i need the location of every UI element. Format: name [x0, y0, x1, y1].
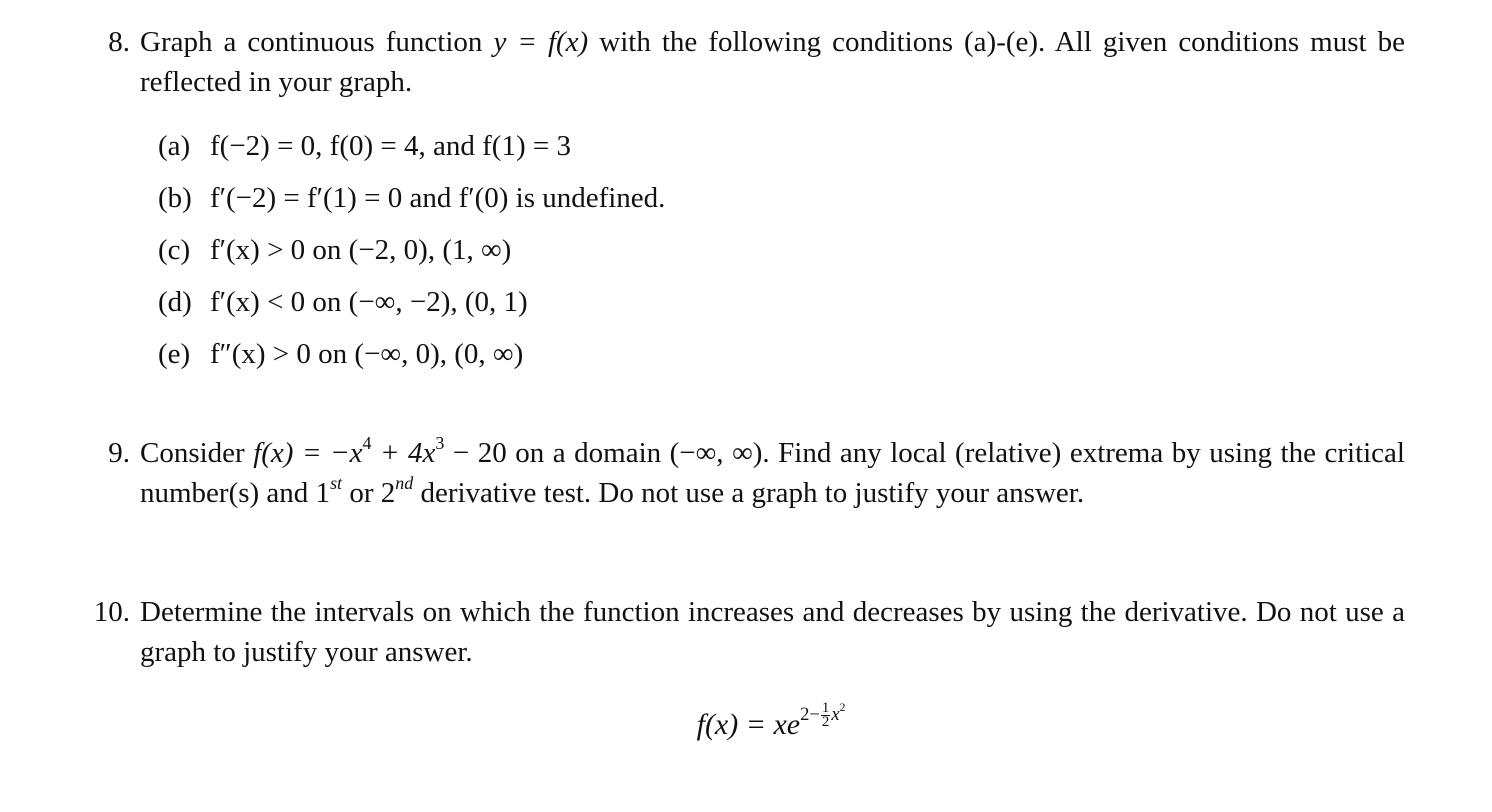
problem-9-plus: + 4x: [371, 437, 436, 469]
problem-9: [108, 432, 1405, 513]
condition-label: (b): [158, 182, 192, 214]
problem-8-text-after: with the following conditions (a)-(e). All given conditions must be reflected in your graph.: [140, 26, 1405, 98]
problem-9-exp4: 4: [362, 432, 372, 453]
problem-9-text: [140, 433, 1405, 513]
problem-9-domain-text: on a domain (−∞, ∞). Find any local (relative) extrema by using the critical number(s) and 1: [140, 437, 1405, 509]
condition-content: f″(x) > 0 on (−∞, 0), (0, ∞): [210, 338, 524, 370]
condition-content: f′(−2) = f′(1) = 0 and f′(0) is undefined.: [210, 182, 666, 214]
fraction-numerator: 1: [821, 699, 830, 716]
problem-10-formula: [0, 699, 1492, 745]
condition-d: [158, 276, 1058, 328]
exponent-variable: x: [831, 704, 840, 726]
problem-8-text-before: Graph a continuous function: [140, 26, 494, 58]
exponent-prefix: 2−: [800, 704, 820, 726]
problem-10-number: 10.: [93, 596, 130, 628]
condition-b: [158, 172, 1058, 224]
problem-8-conditions: [158, 120, 1058, 380]
problem-10: [93, 592, 1405, 672]
condition-label: (d): [158, 286, 192, 318]
fraction-denominator: 2: [821, 714, 830, 731]
problem-9-nd: nd: [395, 472, 414, 493]
problem-9-or: or 2: [342, 477, 396, 509]
condition-a: [158, 120, 1058, 172]
problem-9-number: 9.: [108, 437, 130, 469]
problem-9-st: st: [330, 472, 343, 493]
problem-8: [108, 22, 1405, 102]
formula-lhs: f(x) = xe: [696, 708, 801, 741]
condition-c: [158, 224, 1058, 276]
problem-9-consider: Consider: [140, 437, 254, 469]
condition-label: (a): [158, 130, 191, 162]
problem-10-text: Determine the intervals on which the function increases and decreases by using the derivative. Do not use a graph to justify your answer.: [140, 596, 1405, 668]
problem-9-exp3: 3: [435, 432, 445, 453]
condition-content: f(−2) = 0, f(0) = 4, and f(1) = 3: [210, 130, 571, 162]
condition-content: f′(x) > 0 on (−2, 0), (1, ∞): [210, 234, 512, 266]
condition-content: f′(x) < 0 on (−∞, −2), (0, 1): [210, 286, 528, 318]
condition-label: (c): [158, 234, 191, 266]
problem-9-function: f(x) = −x: [253, 437, 363, 469]
exponent-fraction: [821, 699, 830, 731]
problem-8-text: [140, 22, 1405, 102]
problem-8-number: 8.: [108, 26, 130, 58]
condition-e: [158, 328, 1058, 380]
problem-9-rest: derivative test. Do not use a graph to justify your answer.: [413, 477, 1085, 509]
formula-exponent: [800, 699, 846, 731]
problem-8-math: y = f(x): [493, 26, 589, 58]
problem-9-minus20: − 20: [444, 437, 507, 469]
exponent-power: 2: [839, 702, 846, 715]
condition-label: (e): [158, 338, 191, 370]
